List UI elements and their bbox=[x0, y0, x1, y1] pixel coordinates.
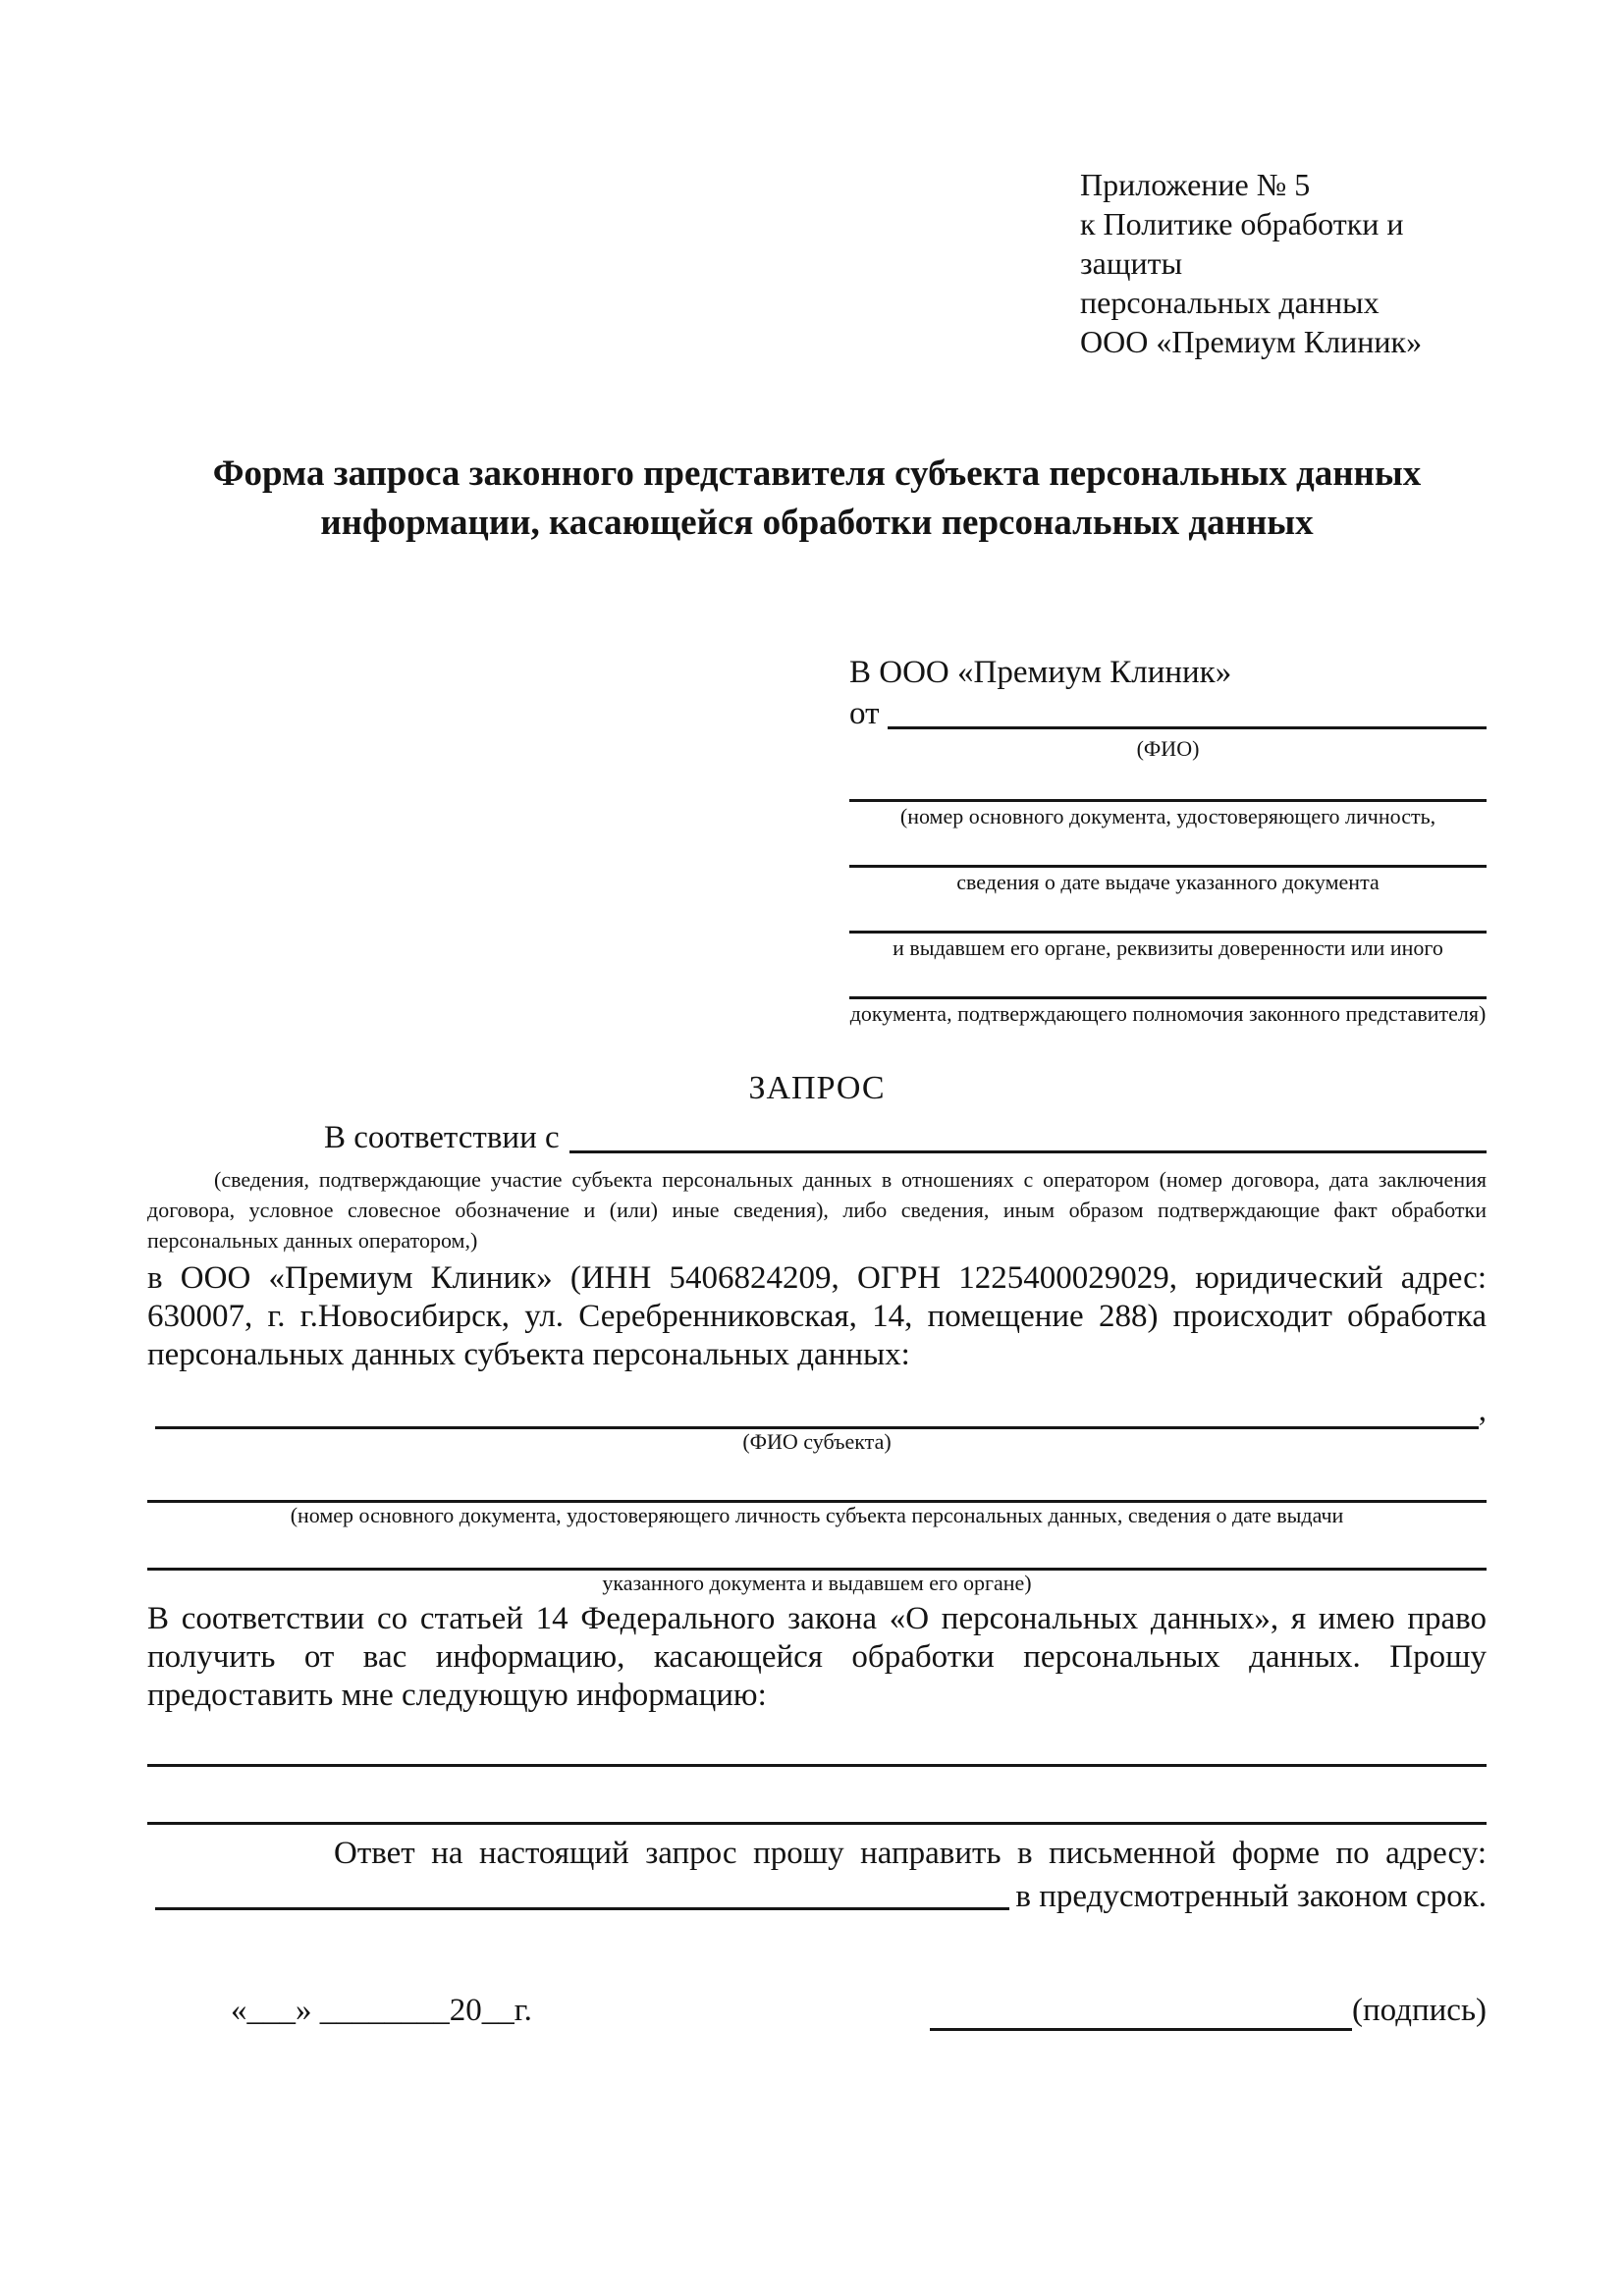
accordance-caption: (сведения, подтверждающие участие субъекта персональных данных в отношениях с оператором (номер договора, дата заключения договора, условное словесное обозначение и (или) иные сведения), либо сведения, иным образом подтверждающие факт обработки персональных данных оператором,) bbox=[147, 1167, 1487, 1253]
authority-doc-caption: документа, подтверждающего полномочия законного представителя) bbox=[849, 1001, 1487, 1026]
subject-fio-comma: , bbox=[1478, 1393, 1487, 1428]
request-heading: ЗАПРОС bbox=[748, 1070, 886, 1106]
reply-paragraph: Ответ на настоящий запрос прошу направить в письменной форме по адресу: bbox=[334, 1836, 1487, 1871]
law-paragraph: В соответствии со статьей 14 Федерального закона «О персональных данных», я имею право получить от вас информацию, касающейся обработки персональных данных. Прошу предоставить мне следующую информацию: bbox=[147, 1601, 1487, 1713]
doc-number-caption: (номер основного документа, удостоверяющего личность, bbox=[899, 804, 1436, 828]
subject-doc-blank-line-2 bbox=[147, 1528, 1487, 1571]
signature-blank-line bbox=[930, 1995, 1352, 2031]
issue-date-blank-line bbox=[849, 829, 1487, 868]
document-title-line-2: информации, касающейся обработки персональных данных bbox=[320, 503, 1314, 543]
accordance-blank-line bbox=[569, 1150, 1487, 1153]
document-title bbox=[147, 450, 1487, 548]
appendix-line: персональных данных bbox=[1080, 285, 1380, 320]
reply-address-blank-line bbox=[155, 1907, 1009, 1910]
signature-row bbox=[147, 1990, 1487, 2031]
addressee-from-label: от bbox=[849, 696, 880, 731]
document-title-line-1: Форма запроса законного представителя субъекта персональных данных bbox=[212, 454, 1422, 494]
information-blank-line-2 bbox=[147, 1767, 1487, 1825]
accordance-lead: В соответствии с bbox=[324, 1120, 560, 1155]
operator-paragraph: в ООО «Премиум Клиник» (ИНН 5406824209, ОГРН 1225400029029, юридический адрес: 630007, г. г.Новосибирск, ул. Серебренниковская, 14, помещение 288) происходит обработка персональных данных субъекта персональных данных: bbox=[147, 1260, 1487, 1372]
issuing-authority-caption: и выдавшем его органе, реквизиты доверенности или иного bbox=[893, 935, 1443, 960]
reply-tail: в предусмотренный законом срок. bbox=[1015, 1879, 1487, 1914]
appendix-block bbox=[1080, 165, 1487, 361]
appendix-line: Приложение № 5 bbox=[1080, 167, 1311, 202]
fio-caption: (ФИО) bbox=[1136, 736, 1200, 761]
authority-doc-blank-line bbox=[849, 961, 1487, 999]
addressee-from-row bbox=[849, 693, 1487, 734]
subject-doc-caption-1: (номер основного документа, удостоверяющего личность субъекта персональных данных, сведения о дате выдачи bbox=[290, 1503, 1344, 1527]
doc-number-blank-line bbox=[849, 762, 1487, 802]
issuing-authority-blank-line bbox=[849, 895, 1487, 934]
appendix-line: к Политике обработки и защиты bbox=[1080, 206, 1404, 281]
date-line: «___» ________20__г. bbox=[231, 1993, 532, 2028]
signature-caption: (подпись) bbox=[1352, 1993, 1487, 2028]
reply-address-row bbox=[147, 1874, 1487, 1915]
fio-blank-line bbox=[888, 726, 1488, 729]
addressee-to: В ООО «Премиум Клиник» bbox=[849, 655, 1232, 690]
subject-doc-blank-line-1 bbox=[147, 1455, 1487, 1503]
subject-doc-caption-2: указанного документа и выдавшем его органе) bbox=[602, 1571, 1032, 1595]
information-blank-line-1 bbox=[147, 1715, 1487, 1767]
issue-date-caption: сведения о дате выдаче указанного документа bbox=[956, 870, 1380, 894]
subject-fio-caption: (ФИО субъекта) bbox=[742, 1429, 892, 1454]
signature-part bbox=[930, 1990, 1487, 2031]
accordance-row bbox=[147, 1117, 1487, 1158]
subject-fio-row bbox=[147, 1390, 1487, 1429]
addressee-block bbox=[849, 652, 1487, 1027]
appendix-line: ООО «Премиум Клиник» bbox=[1080, 324, 1423, 359]
